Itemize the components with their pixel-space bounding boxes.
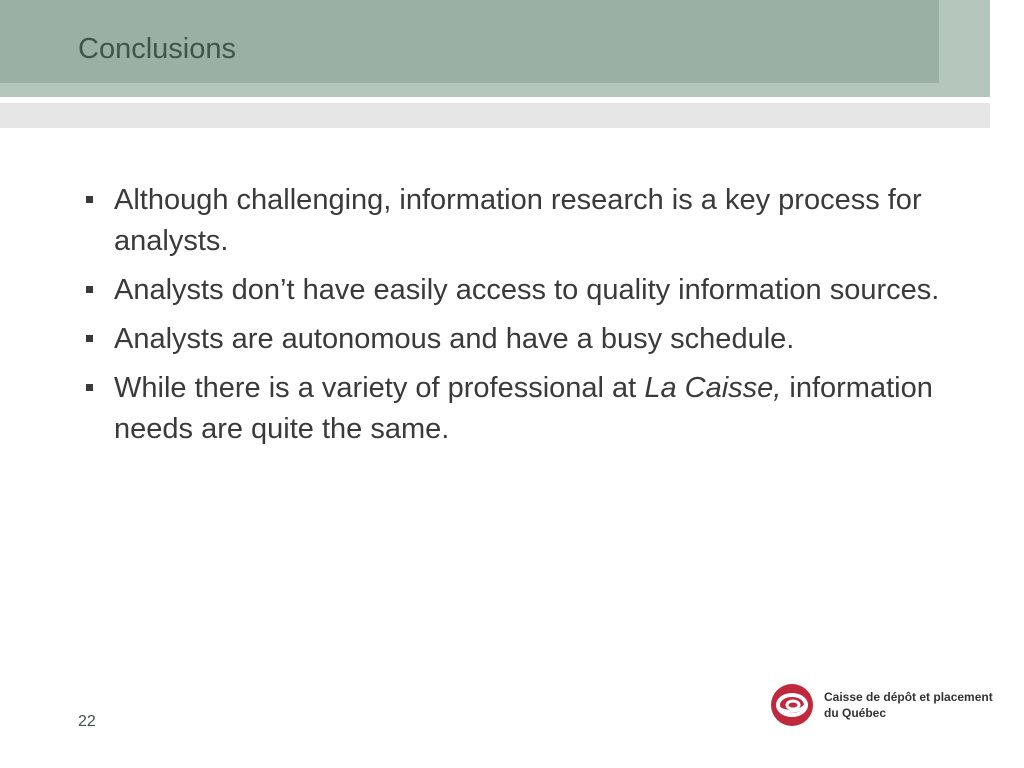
slide-title: Conclusions xyxy=(78,33,236,65)
bullet-text-italic: La Caisse, xyxy=(644,372,782,404)
bullet-list xyxy=(86,180,966,458)
title-strip xyxy=(0,83,939,97)
bullet-text: Analysts don’t have easily access to quality information sources. xyxy=(114,274,940,306)
bullet-square-icon xyxy=(86,286,93,293)
bullet-square-icon xyxy=(86,196,93,203)
bullet-square-icon xyxy=(86,335,93,342)
bullet-item xyxy=(86,180,966,262)
caisse-logo-icon xyxy=(770,683,814,727)
caisse-logo xyxy=(770,683,1000,727)
bullet-square-icon xyxy=(86,384,93,391)
title-bar-accent xyxy=(939,0,990,97)
logo-line-2: du Québec xyxy=(824,706,887,720)
bullet-item xyxy=(86,319,966,360)
bullet-text: Although challenging, information research is a key process for analysts. xyxy=(114,184,922,257)
logo-line-1: Caisse de dépôt et placement xyxy=(824,690,993,704)
bullet-text: Analysts are autonomous and have a busy schedule. xyxy=(114,323,795,355)
page-number: 22 xyxy=(78,713,96,730)
header-band xyxy=(0,103,990,128)
bullet-item xyxy=(86,270,966,311)
bullet-text-after: information needs are quite the same. xyxy=(114,372,933,445)
logo-text xyxy=(824,689,993,721)
bullet-text-before: While there is a variety of professional at xyxy=(114,372,645,404)
bullet-item xyxy=(86,368,966,450)
